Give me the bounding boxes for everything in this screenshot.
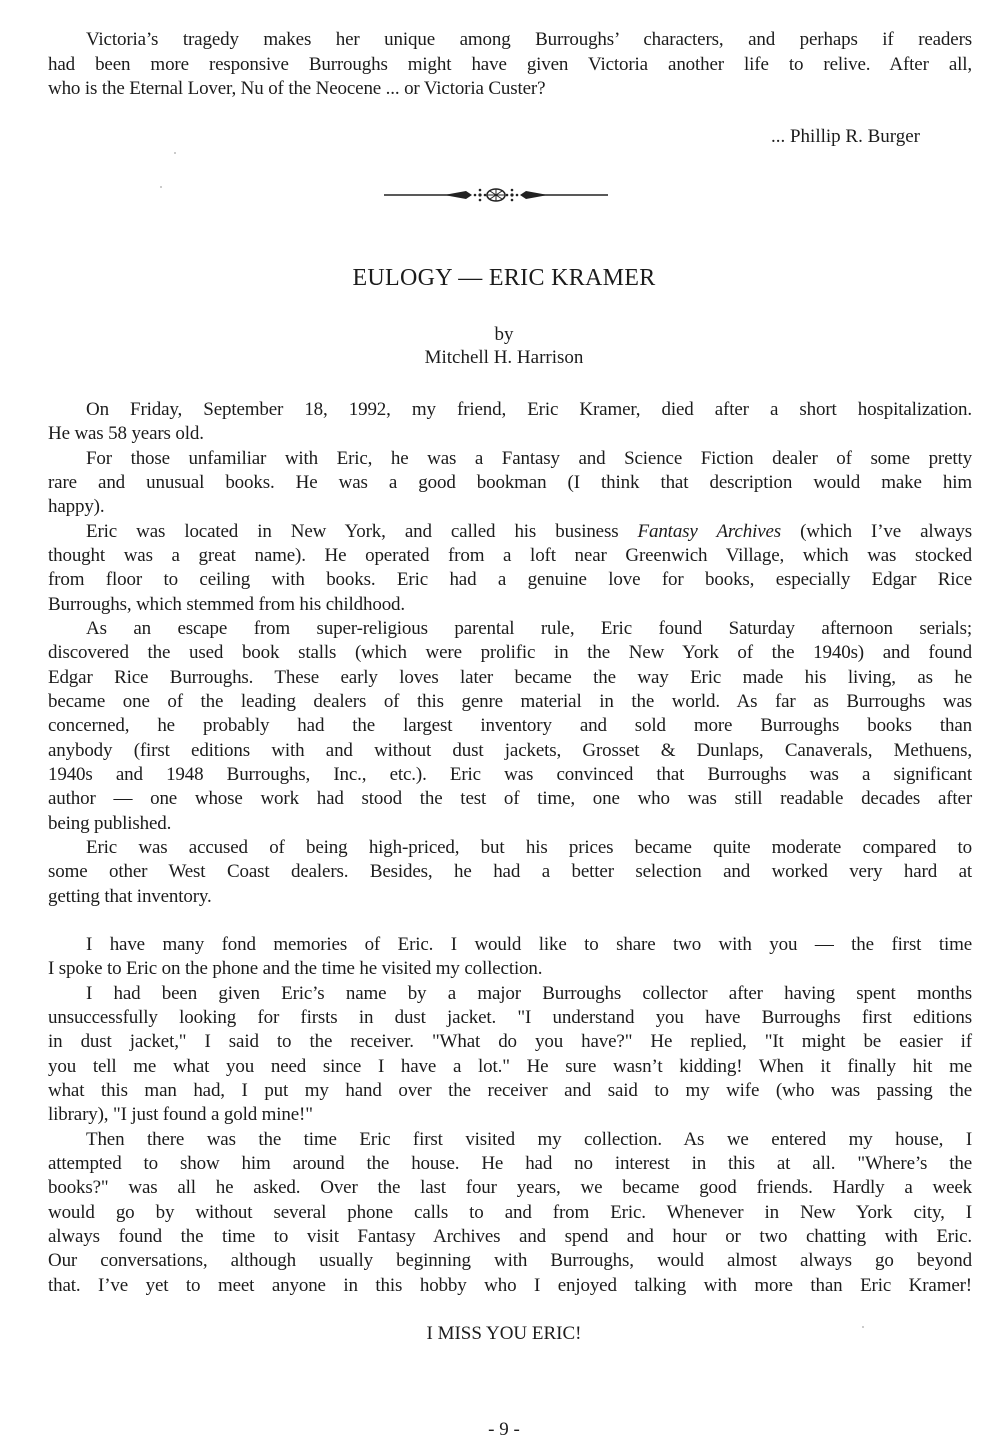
body-line: books?" was all he asked. Over the last four years, we became good friends. Hardly a week	[48, 1177, 972, 1198]
body-line: library), "I just found a gold mine!"	[48, 1104, 313, 1125]
body-line: always found the time to visit Fantasy Archives and spend and hour or two chatting with Eric.	[48, 1226, 972, 1247]
body-line: you tell me what you need since I have a lot." He sure wasn’t kidding! When it finally hit me	[48, 1056, 972, 1077]
page-number: - 9 -	[488, 1419, 520, 1440]
previous-article-signature: ... Phillip R. Burger	[770, 126, 920, 147]
article-title: EULOGY — ERIC KRAMER	[352, 265, 656, 291]
body-line-business	[86, 520, 972, 544]
body-text: (which I’ve always	[781, 521, 972, 542]
body-line: As an escape from super-religious parental rule, Eric found Saturday afternoon serials;	[86, 618, 972, 639]
body-line: became one of the leading dealers of this genre material in the world. As far as Burroughs was	[48, 691, 972, 712]
body-line: rare and unusual books. He was a good bookman (I think that description would make him	[48, 472, 972, 493]
body-line: Edgar Rice Burroughs. These early loves later became the way Eric made his living, as he	[48, 667, 972, 688]
body-line: that. I’ve yet to meet anyone in this hobby who I enjoyed talking with more than Eric Kramer!	[48, 1275, 972, 1296]
body-line: 1940s and 1948 Burroughs, Inc., etc.). Eric was convinced that Burroughs was a significant	[48, 764, 972, 785]
article-author: Mitchell H. Harrison	[424, 347, 584, 368]
previous-article-line: had been more responsive Burroughs might have given Victoria another life to relive. After all,	[48, 54, 972, 75]
body-line: would go by without several phone calls to and from Eric. Whenever in New York city, I	[48, 1202, 972, 1223]
body-line: Eric was accused of being high-priced, but his prices became quite moderate compared to	[86, 837, 972, 858]
body-line: anybody (first editions with and without dust jackets, Grosset & Dunlaps, Canaverals, Methuens,	[48, 740, 972, 761]
body-line: some other West Coast dealers. Besides, he had a better selection and worked very hard at	[48, 861, 972, 882]
body-line: I had been given Eric’s name by a major Burroughs collector after having spent months	[86, 983, 972, 1004]
body-line: from floor to ceiling with books. Eric had a genuine love for books, especially Edgar Rice	[48, 569, 972, 590]
body-line: attempted to show him around the house. He had no interest in this at all. "Where’s the	[48, 1153, 972, 1174]
body-line: Then there was the time Eric first visited my collection. As we entered my house, I	[86, 1129, 972, 1150]
byline-by: by	[494, 324, 514, 345]
body-line: unsuccessfully looking for firsts in dust jacket. "I understand you have Burroughs first editions	[48, 1007, 972, 1028]
decorative-divider-flourish-icon	[384, 184, 608, 206]
previous-article-line: Victoria’s tragedy makes her unique among Burroughs’ characters, and perhaps if readers	[86, 29, 972, 50]
body-line: discovered the used book stalls (which were prolific in the New York of the 1940s) and found	[48, 642, 972, 663]
body-line: being published.	[48, 813, 172, 834]
body-line: On Friday, September 18, 1992, my friend, Eric Kramer, died after a short hospitalization.	[86, 399, 972, 420]
body-line: author — one whose work had stood the test of time, one who was still readable decades after	[48, 788, 972, 809]
body-line: He was 58 years old.	[48, 423, 204, 444]
body-line: I have many fond memories of Eric. I would like to share two with you — the first time	[86, 934, 972, 955]
business-name: Fantasy Archives	[637, 521, 782, 542]
body-text: Eric was located in New York, and called his business	[86, 521, 638, 542]
body-line: thought was a great name). He operated from a loft near Greenwich Village, which was stocked	[48, 545, 972, 566]
body-line: I spoke to Eric on the phone and the time he visited my collection.	[48, 958, 543, 979]
closing-line: I MISS YOU ERIC!	[426, 1323, 582, 1344]
body-line: concerned, he probably had the largest inventory and sold more Burroughs books than	[48, 715, 972, 736]
body-line: in dust jacket," I said to the receiver. "What do you have?" He replied, "It might be easier if	[48, 1031, 972, 1052]
body-line: Burroughs, which stemmed from his childhood.	[48, 594, 405, 615]
body-line: happy).	[48, 496, 105, 517]
body-line: what this man had, I put my hand over the receiver and said to my wife (who was passing the	[48, 1080, 972, 1101]
body-line: For those unfamiliar with Eric, he was a Fantasy and Science Fiction dealer of some pretty	[86, 448, 972, 469]
body-line: Our conversations, although usually beginning with Burroughs, would almost always go beyond	[48, 1250, 972, 1271]
previous-article-line: who is the Eternal Lover, Nu of the Neocene ... or Victoria Custer?	[48, 78, 546, 99]
body-line: getting that inventory.	[48, 886, 212, 907]
